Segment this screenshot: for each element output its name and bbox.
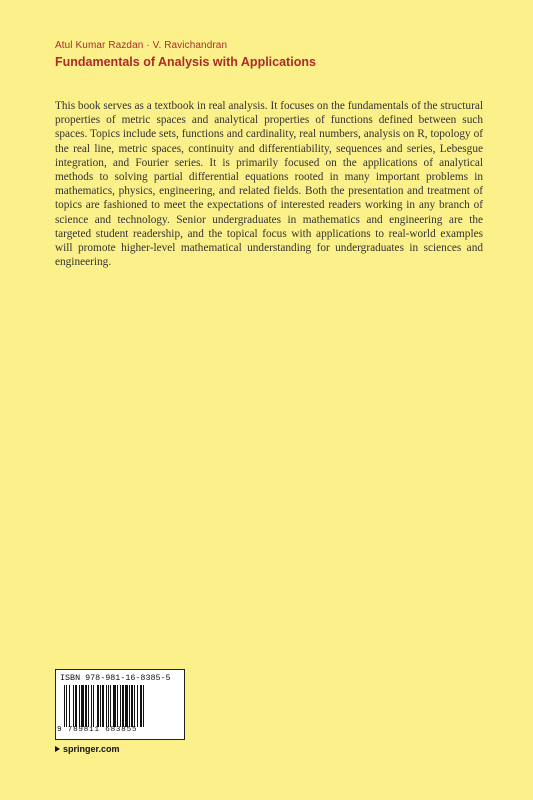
barcode-bar (93, 685, 94, 727)
barcode-bar (81, 685, 84, 727)
barcode-bar (143, 685, 144, 727)
ean-digits: 9 789811 683855 (57, 726, 138, 734)
barcode-bar (102, 685, 104, 727)
barcode-bar (140, 685, 142, 727)
barcode-bar (113, 685, 116, 727)
barcode-bar (73, 685, 74, 727)
barcode-bar (69, 685, 70, 727)
book-description: This book serves as a textbook in real analysis. It focuses on the fundamentals of the structural properties of metric spaces and analytical properties of functions defined between such spaces. Topics include sets, functions and cardinality, real numbers, analysis on R, topology of the real line, metric spaces, continuity and differentiability, sequences and series, Lebesgue integration, and Fourier series. It is primarily focused on the applications of analytical methods to solving partial differential equations rooted in many important problems in mathematics, physics, engineering, and related fields. Both the presentation and treatment of topics are fashioned to meet the expectations of interested readers working in any branch of science and technology. Senior undergraduates in mathematics and engineering are the targeted student readership, and the topical focus with applications to real-world examples will promote higher-level mathematical understanding for undergraduates in sciences and engineering. (55, 100, 483, 269)
barcode-bar (134, 685, 135, 727)
isbn-barcode (55, 669, 185, 740)
barcode-bar (125, 685, 128, 727)
barcode-bar (97, 685, 99, 727)
barcode-bar (66, 685, 67, 727)
barcode-bar (129, 685, 130, 727)
barcode-bar (106, 685, 107, 727)
barcode-bar (137, 685, 138, 727)
isbn-number: ISBN 978-981-16-8385-5 (60, 673, 171, 683)
barcode-bar (110, 685, 111, 727)
publisher-link[interactable] (55, 744, 120, 754)
author-names: Atul Kumar Razdan · V. Ravichandran (55, 40, 228, 51)
barcode-bar (122, 685, 124, 727)
barcode-bar (100, 685, 101, 727)
barcode-bar (108, 685, 109, 727)
barcode-bar (91, 685, 92, 727)
barcode-bar (75, 685, 77, 727)
book-title: Fundamentals of Analysis with Applications (55, 55, 316, 69)
barcode-bars (64, 685, 176, 727)
barcode-bar (64, 685, 65, 727)
barcode-bar (85, 685, 87, 727)
barcode-bar (88, 685, 89, 727)
barcode-bar (79, 685, 80, 727)
publisher-url: springer.com (63, 744, 120, 754)
barcode-bar (117, 685, 118, 727)
arrow-right-icon (55, 746, 60, 752)
barcode-bar (120, 685, 121, 727)
barcode-bar (131, 685, 133, 727)
